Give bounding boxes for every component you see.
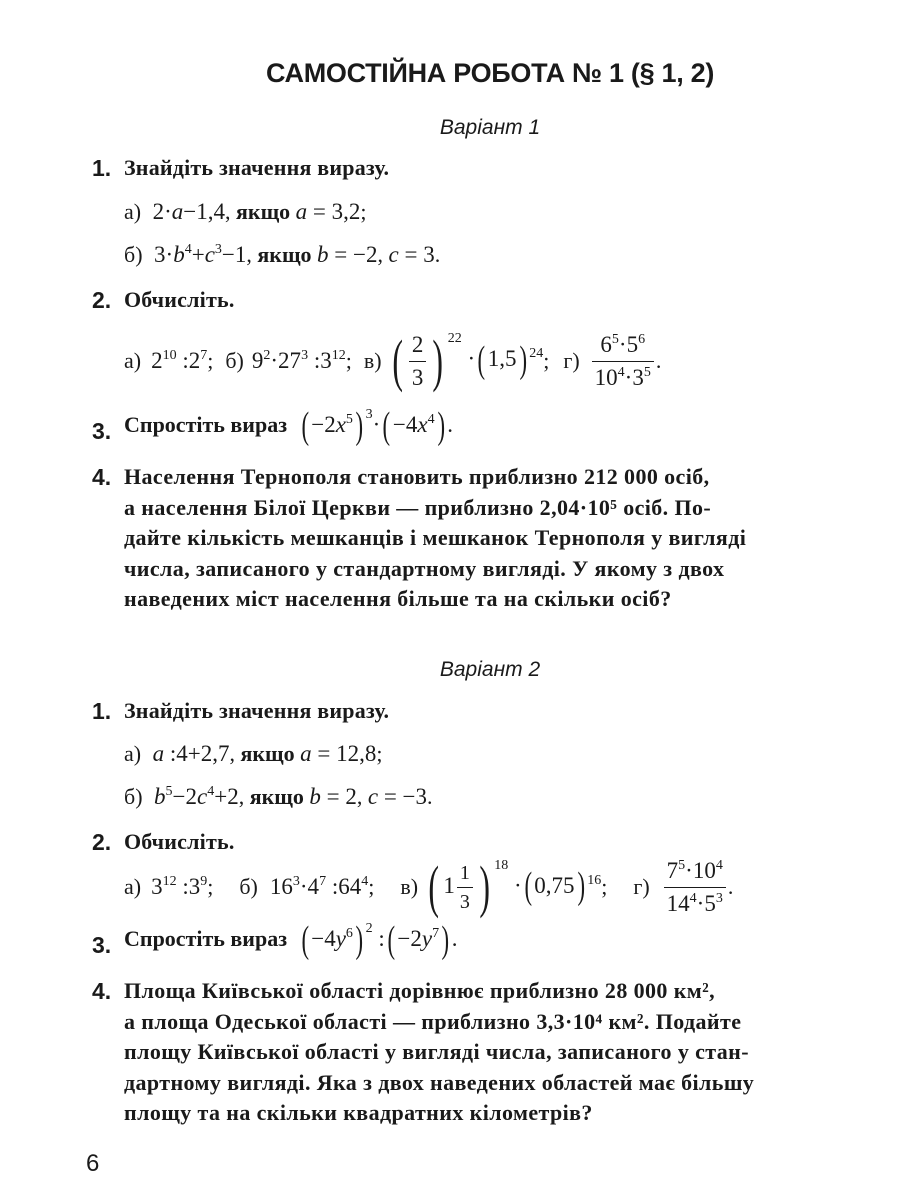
v1-task3-number: 3. [92,418,112,444]
v1-task4-line: а населення Білої Церкви — приблизно 2,04·10⁵ осіб. По- [124,494,712,520]
v2-task2-d-label: г) [633,874,650,899]
v1-task2-expressions: а) $2^{10}$ $:2^7$ ; б) $9^2\cdot 27^3$ $:3^{12}$ ; в) ( $\frac{2}{3}$ ) $^{22}$ ·( 1,5) $^{24}$ ; г) $\frac{6^5\cdot 5^6}{10^4\cdot 3^5}$ . [124,328,662,394]
v2-task4-line: площу Київської області у вигляді числа, записаного у стан- [124,1039,749,1064]
v2-task4-line: а площа Одеської області — приблизно 3,3·10⁴ км². Подайте [124,1008,742,1034]
v1-task4-number: 4. [92,464,112,490]
variant-1-heading: Варіант 1 [439,116,541,139]
v1-task1-b: б) $3\cdot b^4+c^3-1$, якщо b = −2, c = 3. [124,242,441,267]
v2-task1-a-label: а) [124,741,142,766]
v1-task2-a-label: а) [124,348,142,373]
v2-task2-number: 2. [92,829,112,855]
v1-task3-text: Спростіть вираз [124,412,288,437]
page-number: 6 [86,1150,100,1177]
v2-task3-text: Спростіть вираз [124,926,288,951]
v2-task1-b: б) $b^5-2c^4+2$, якщо b = 2, c = −3. [124,784,433,809]
v2-task4-line: Площа Київської області дорівнює приблизно 28 000 км², [124,978,716,1003]
v1-task2-text: Обчисліть. [124,287,235,312]
v2-task2-text: Обчисліть. [124,829,235,854]
v2-task4-text [124,976,889,1129]
v2-task4-line: дартному вигляді. Яка з двох наведених областей має більшу [124,1069,755,1095]
v2-task2-expressions: а) $3^{12}$ $:3^9$ ; б) $16^3\cdot 4^7$ $:64^4$ ; в) ( 1 $\frac{1}{3}$ ) $^{18}$ ·( 0,75) $^{16}$ ; г) $\frac{7^5\cdot 10^4}{14^4\cdot 5^3}$ . [124,854,734,920]
v1-task4-line: числа, записаного у стандартному вигляді. У якому з двох [124,555,725,581]
v2-task3: Спростіть вираз ( $-4y^6$) $^2$ :( $-2y^7$) . [124,919,458,961]
v1-task2-c-label: в) [363,348,382,373]
v2-task4-number: 4. [92,978,112,1004]
v1-task2-d-label: г) [563,348,580,373]
v2-task1-text: Знайдіть значення виразу. [124,698,390,723]
v2-task2-b-label: б) [239,874,258,899]
v2-task1-a-cond: якщо [240,741,295,766]
v2-task4-line: площу та на скільки квадратних кілометрів? [124,1100,593,1125]
v2-task2-a-label: а) [124,874,142,899]
v1-task4-line: наведених міст населення більше та на скільки осіб? [124,586,672,611]
v1-task1-a-cond: якщо [236,199,291,224]
v1-task4-line: дайте кількість мешканців і мешканок Тернополя у вигляді [124,525,747,550]
v1-task4-line: Населення Тернополя становить приблизно 212 000 осіб, [124,464,710,489]
v1-task1-a-label: а) [124,199,142,224]
v1-task2-number: 2. [92,287,112,313]
v1-task2-b-label: б) [225,348,244,373]
v2-task3-number: 3. [92,932,112,958]
v2-task1-a: а) a :4+2,7, якщо a = 12,8; [124,741,383,766]
v2-task1-b-label: б) [124,784,143,809]
v2-task1-b-cond: якщо [249,784,304,809]
v1-task3: Спростіть вираз ( $-2x^5$) $^3\cdot( -4x^4)$ . [124,405,454,447]
v1-task1-text: Знайдіть значення виразу. [124,155,390,180]
v1-task4-text [124,462,889,615]
v1-task1-b-label: б) [124,242,143,267]
v2-task2-c-label: в) [400,874,419,899]
page-title: САМОСТІЙНА РОБОТА № 1 (§ 1, 2) [265,58,715,88]
v2-task1-number: 1. [92,698,112,724]
v1-task1-b-cond: якщо [257,242,312,267]
variant-2-heading: Варіант 2 [439,658,541,681]
v1-task1-number: 1. [92,155,112,181]
v1-task1-a: а) 2·a−1,4, якщо a = 3,2; [124,199,367,224]
